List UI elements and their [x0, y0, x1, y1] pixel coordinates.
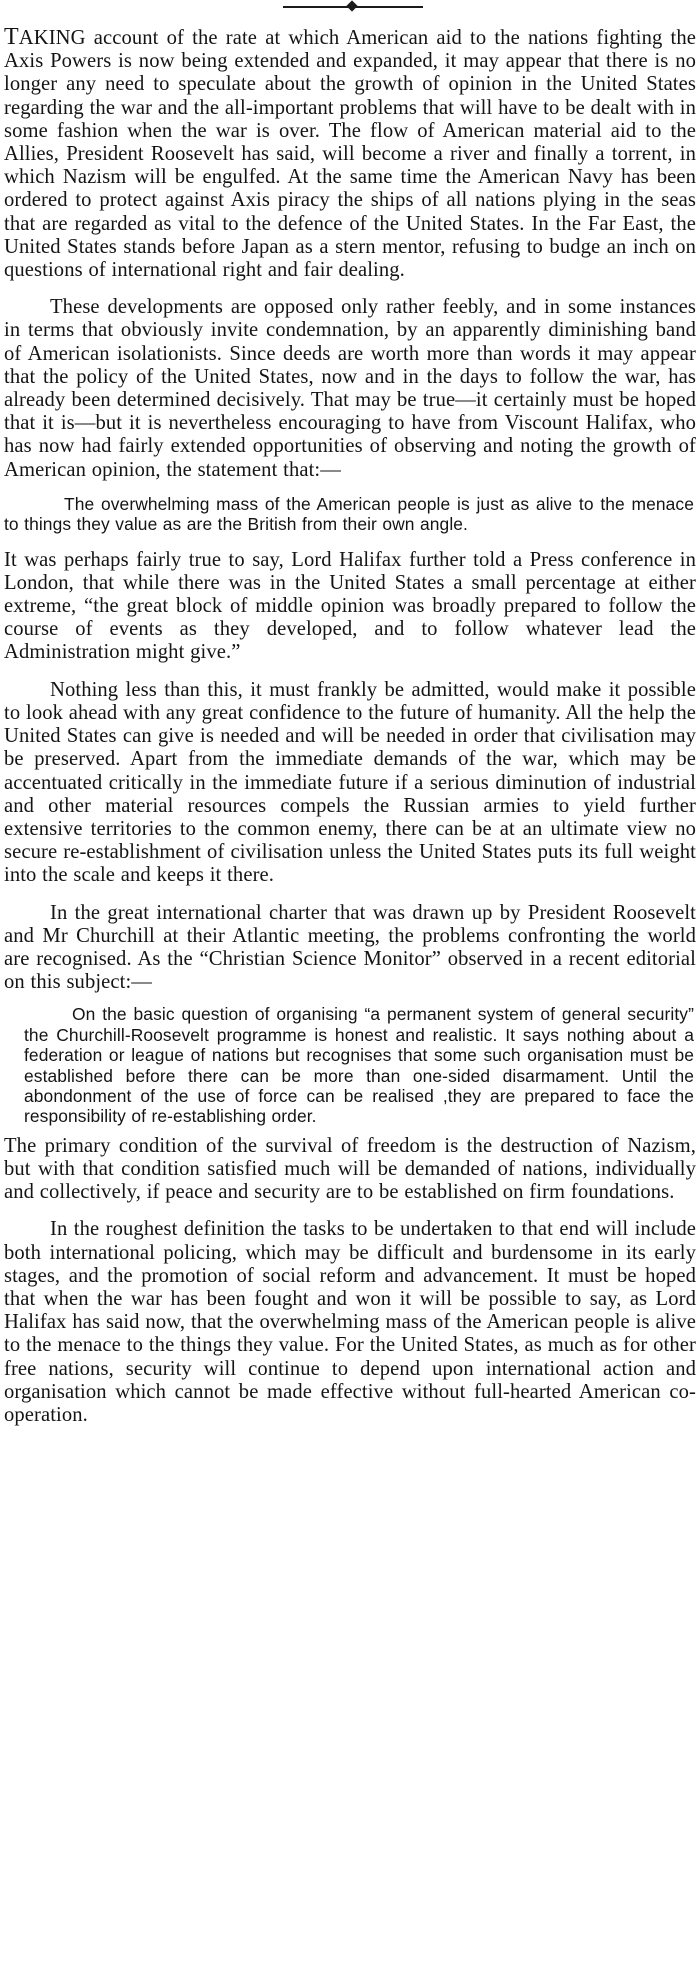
paragraph-4: Nothing less than this, it must frankly be admitted, would make it possible to look ahead with any great confidence to the future of humanity. All the help the United States can give is needed and will be needed in order that civilisation may be preserved. Apart from the immediate demands of the war, which may be accentuated critically in the immediate future if a serious diminution of industrial and other material resources compels the Russian armies to yield further extensive territories to the common enemy, there can be at an ultimate view no secure re-establishment of civilisation unless the United States puts its full weight into the scale and keeps it there.	[4, 678, 696, 887]
paragraph-5: In the great international charter that was drawn up by President Roosevelt and Mr Churchill at their Atlantic meeting, the problems confronting the world are recognised. As the “Christian Science Monitor” observed in a recent editorial on this subject:—	[4, 901, 696, 994]
paragraph-2: These developments are opposed only rather feebly, and in some instances in terms that obviously invite condemnation, by an apparently diminishing band of American isolationists. Since deeds are worth more than words it may appear that the policy of the United States, now and in the days to follow the war, has already been determined decisively. That may be true—it certainly must be hoped that it is—but it is nevertheless encouraging to have from Viscount Halifax, who has now had fairly extended opportunities of observing and noting the growth of American opinion, the statement that:—	[4, 296, 696, 481]
paragraph-1-text: AKING account of the rate at which American aid to the nations fighting the Axis Powers is now being extended and expanded, it may appear that there is no longer any need to speculate about the growth of opinion in the United States regarding the war and the all-important problems that will have to be dealt with in some fashion when the war is over. The flow of American material aid to the Allies, President Roosevelt has said, will become a river and finally a torrent, in which Nazism will be engulfed. At the same time the American Navy has been ordered to protect against Axis piracy the ships of all nations plying in the seas that are regarded as vital to the defence of the United States. In the Far East, the United States stands before Japan as a stern mentor, refusing to budge an inch on questions of international right and fair dealing.	[4, 27, 696, 282]
ornamental-rule	[4, 0, 696, 16]
paragraph-3: It was perhaps fairly true to say, Lord Halifax further told a Press conference in London, that while there was in the United States a small percentage at either extreme, “the great block of middle opinion was broadly prepared to follow the course of events as they developed, and to follow whatever lead the Administration might give.”	[4, 548, 696, 664]
paragraph-7: In the roughest definition the tasks to be undertaken to that end will include both international policing, which may be difficult and burdensome in its early stages, and the promotion of social reform and advancement. It must be hoped that when the war has been fought and won it will be possible to say, as Lord Halifax has said now, that the overwhelming mass of the American people is alive to the menace to the things they value. For the United States, as much as for other free nations, security will continue to depend upon international action and organisation which cannot be made effective without full-hearted American co-operation.	[4, 1218, 696, 1426]
halifax-quote: The overwhelming mass of the American people is just as alive to the menace to things they value as are the British from their own angle.	[4, 493, 694, 535]
paragraph-1	[4, 26, 696, 282]
paragraph-6: The primary condition of the survival of freedom is the destruction of Nazism, but with that condition satisfied much will be demanded of nations, individually and collectively, if peace and security are to be established on firm foundations.	[4, 1134, 696, 1204]
article-column	[4, 0, 696, 1427]
drop-initial: T	[4, 24, 19, 50]
diamond-ornament-icon	[346, 0, 357, 11]
monitor-quote: On the basic question of organising “a permanent system of general security” the Churchill-Roosevelt programme is honest and realistic. It says nothing about a federation or league of nations but recognises that some such organisation must be established before there can be more than one-sided disarmament. Until the abondonment of the use of force can be realised ,they are prepared to face the responsibility of re-establishing order.	[24, 1004, 694, 1127]
